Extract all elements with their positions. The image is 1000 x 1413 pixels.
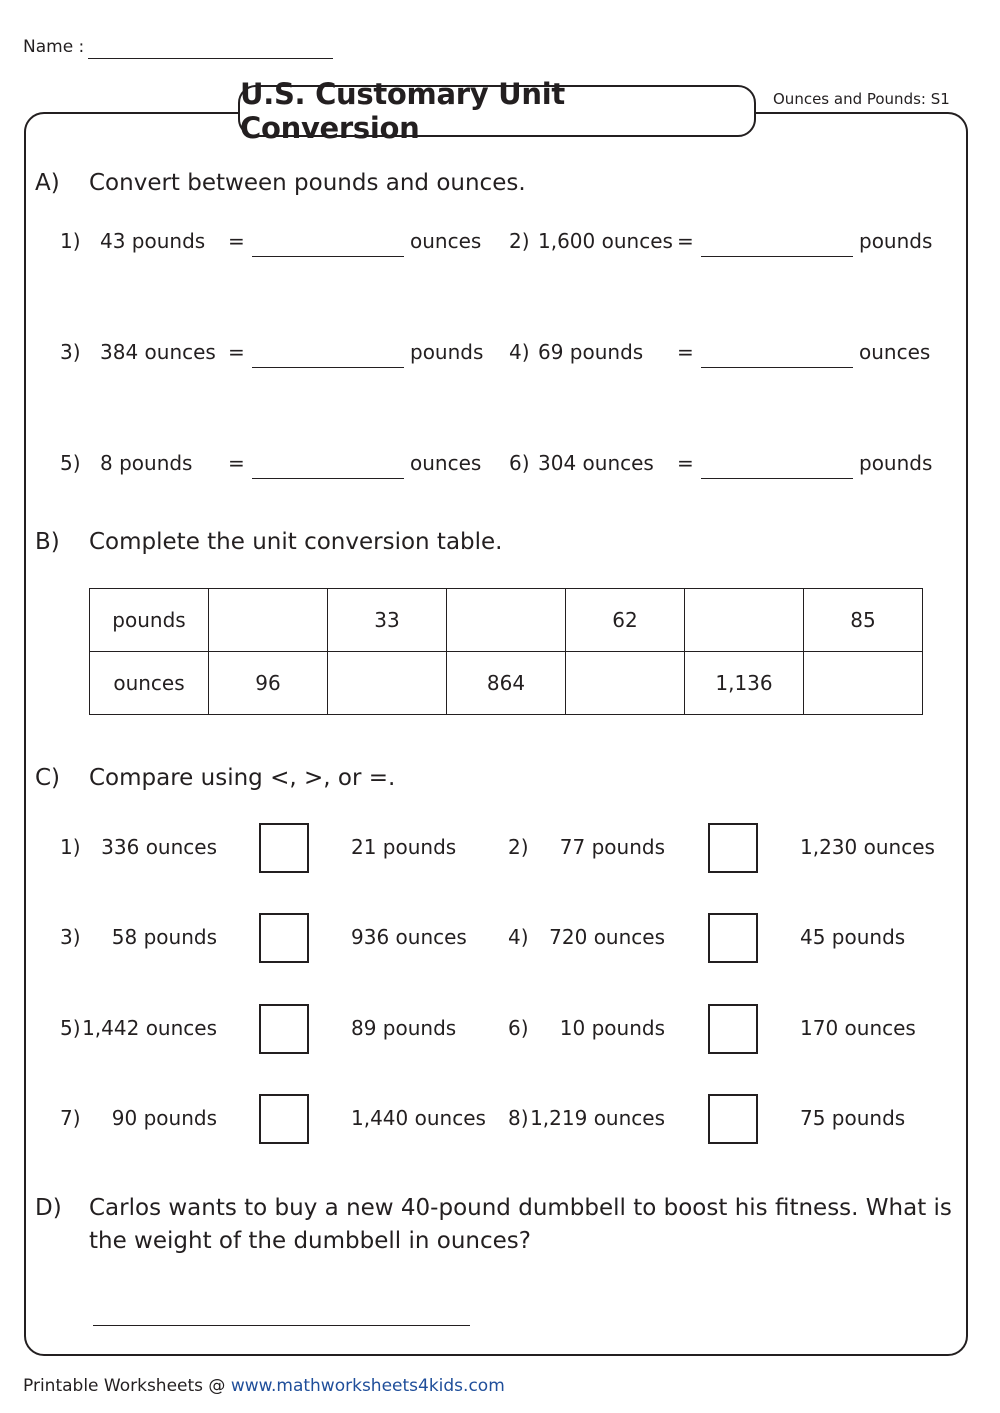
comparison-answer-box[interactable] <box>259 913 309 963</box>
comparison-answer-box[interactable] <box>259 1004 309 1054</box>
answer-blank-line[interactable] <box>252 367 404 368</box>
table-cell: 62 <box>566 589 685 652</box>
worksheet-title: U.S. Customary Unit Conversion <box>238 85 756 137</box>
equals-sign: = <box>677 451 694 475</box>
question-number: 4) <box>509 340 530 364</box>
left-quantity: 336 ounces <box>101 835 217 859</box>
right-quantity: 936 ounces <box>351 925 467 949</box>
table-cell: 33 <box>328 589 447 652</box>
left-quantity: 1,219 ounces <box>530 1106 665 1130</box>
left-quantity: 77 pounds <box>559 835 665 859</box>
section-d-question-line-1: Carlos wants to buy a new 40-pound dumbbell to boost his fitness. What is <box>89 1195 952 1221</box>
equals-sign: = <box>228 340 245 364</box>
footer <box>23 1376 505 1396</box>
table-blank-cell[interactable] <box>566 652 685 715</box>
table-blank-cell[interactable] <box>447 589 566 652</box>
table-cell: 96 <box>209 652 328 715</box>
left-quantity: 10 pounds <box>559 1016 665 1040</box>
question-number: 6) <box>508 1016 529 1040</box>
right-quantity: 75 pounds <box>800 1106 906 1130</box>
table-row-header: ounces <box>90 652 209 715</box>
answer-blank-line[interactable] <box>252 478 404 479</box>
question-number: 6) <box>509 451 530 475</box>
comparison-answer-box[interactable] <box>259 1094 309 1144</box>
given-quantity: 1,600 ounces <box>538 229 673 253</box>
name-label: Name : <box>23 37 85 57</box>
equals-sign: = <box>228 451 245 475</box>
worksheet-frame <box>24 112 968 1356</box>
worksheet-subtitle: Ounces and Pounds: S1 <box>773 90 950 108</box>
table-cell: 1,136 <box>685 652 804 715</box>
conversion-table <box>89 588 923 715</box>
question-number: 3) <box>60 340 81 364</box>
section-d-answer-line[interactable] <box>93 1325 470 1326</box>
given-quantity: 69 pounds <box>538 340 644 364</box>
question-number: 1) <box>60 229 81 253</box>
target-unit: pounds <box>859 229 933 253</box>
left-quantity: 58 pounds <box>111 925 217 949</box>
section-b-letter: B) <box>35 529 60 555</box>
footer-prefix: Printable Worksheets @ <box>23 1376 231 1396</box>
given-quantity: 8 pounds <box>100 451 193 475</box>
comparison-answer-box[interactable] <box>708 1094 758 1144</box>
right-quantity: 1,440 ounces <box>351 1106 486 1130</box>
given-quantity: 384 ounces <box>100 340 216 364</box>
answer-blank-line[interactable] <box>701 256 853 257</box>
answer-blank-line[interactable] <box>701 367 853 368</box>
table-blank-cell[interactable] <box>685 589 804 652</box>
target-unit: pounds <box>859 451 933 475</box>
table-row-header: pounds <box>90 589 209 652</box>
right-quantity: 21 pounds <box>351 835 457 859</box>
question-number: 4) <box>508 925 529 949</box>
target-unit: ounces <box>410 229 482 253</box>
answer-blank-line[interactable] <box>252 256 404 257</box>
table-row <box>90 652 923 715</box>
right-quantity: 170 ounces <box>800 1016 916 1040</box>
section-a-letter: A) <box>35 170 60 196</box>
question-number: 8) <box>508 1106 529 1130</box>
section-d-letter: D) <box>35 1195 62 1221</box>
target-unit: ounces <box>410 451 482 475</box>
table-blank-cell[interactable] <box>804 652 923 715</box>
left-quantity: 90 pounds <box>111 1106 217 1130</box>
equals-sign: = <box>677 229 694 253</box>
footer-url-link[interactable]: www.mathworksheets4kids.com <box>230 1376 505 1396</box>
question-number: 7) <box>60 1106 81 1130</box>
section-a-instruction: Convert between pounds and ounces. <box>89 170 526 196</box>
question-number: 1) <box>60 835 81 859</box>
question-number: 3) <box>60 925 81 949</box>
given-quantity: 304 ounces <box>538 451 654 475</box>
name-field-line[interactable] <box>88 58 333 59</box>
given-quantity: 43 pounds <box>100 229 206 253</box>
question-number: 2) <box>509 229 530 253</box>
comparison-answer-box[interactable] <box>708 913 758 963</box>
comparison-answer-box[interactable] <box>708 823 758 873</box>
question-number: 5) <box>60 1016 81 1040</box>
comparison-answer-box[interactable] <box>708 1004 758 1054</box>
equals-sign: = <box>228 229 245 253</box>
section-b-instruction: Complete the unit conversion table. <box>89 529 503 555</box>
target-unit: ounces <box>859 340 931 364</box>
table-blank-cell[interactable] <box>209 589 328 652</box>
table-blank-cell[interactable] <box>328 652 447 715</box>
table-row <box>90 589 923 652</box>
question-number: 2) <box>508 835 529 859</box>
right-quantity: 89 pounds <box>351 1016 457 1040</box>
equals-sign: = <box>677 340 694 364</box>
question-number: 5) <box>60 451 81 475</box>
section-c-instruction: Compare using <, >, or =. <box>89 765 396 791</box>
comparison-answer-box[interactable] <box>259 823 309 873</box>
left-quantity: 1,442 ounces <box>82 1016 217 1040</box>
right-quantity: 1,230 ounces <box>800 835 935 859</box>
table-cell: 85 <box>804 589 923 652</box>
section-d-question-line-2: the weight of the dumbbell in ounces? <box>89 1228 531 1254</box>
section-c-letter: C) <box>35 765 61 791</box>
left-quantity: 720 ounces <box>549 925 665 949</box>
table-cell: 864 <box>447 652 566 715</box>
right-quantity: 45 pounds <box>800 925 906 949</box>
answer-blank-line[interactable] <box>701 478 853 479</box>
target-unit: pounds <box>410 340 484 364</box>
